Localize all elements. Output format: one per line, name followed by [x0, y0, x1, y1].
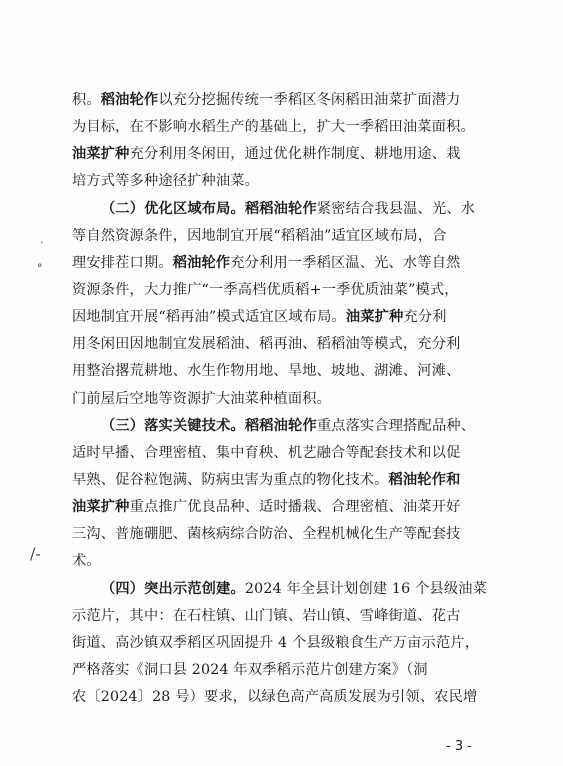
section-heading: （二）优化区域布局。 — [101, 200, 245, 217]
text-line: 积。稻油轮作以充分挖掘传统一季稻区冬闲稻田油菜扩面潜力 — [72, 92, 461, 108]
bold-term: 稻油轮作 — [100, 92, 159, 108]
text-line: 用冬闲田因地制宜发展稻油、稻再油、稻稻油等模式，充分利 — [72, 336, 461, 353]
section-heading: （三）落实关键技术。 — [101, 417, 245, 434]
margin-mark: · — [40, 236, 44, 249]
text-line: 门前屋后空地等资源扩大油菜种植面积。 — [72, 390, 331, 407]
text-line: 油菜扩种充分利用冬闲田，通过优化耕作制度、耕地用途、栽 — [72, 146, 461, 163]
bold-term: 稻油轮作 — [172, 254, 231, 271]
text-line: 街道、高沙镇双季稻区巩固提升 4 个县级粮食生产万亩示范片， — [72, 634, 480, 651]
margin-mark: ° — [37, 262, 43, 275]
bold-term: 稻稻油轮作 — [244, 417, 317, 434]
bold-term: 油菜扩种 — [345, 309, 404, 326]
text-line: 三沟、普施硼肥、菌核病综合防治、全程机械化生产等配套技 — [72, 526, 461, 543]
bold-term: 稻油轮作和 — [388, 471, 461, 488]
text-line: 为目标，在不影响水稻生产的基础上，扩大一季稻田油菜面积。 — [72, 119, 475, 136]
text-line: 等自然资源条件，因地制宜开展“稻稻油”适宜区域布局，合 — [72, 227, 447, 244]
section-heading: （四）突出示范创建。 — [101, 580, 245, 597]
section-heading-line: （三）落实关键技术。稻稻油轮作重点落实合理搭配品种、 — [101, 417, 476, 434]
section-heading-line: （二）优化区域布局。稻稻油轮作紧密结合我县温、光、水 — [101, 200, 476, 217]
text-line: 早熟、促谷粒饱满、防病虫害为重点的物化技术。稻油轮作和 — [72, 471, 461, 488]
text-line: 严格落实《洞口县 2024 年双季稻示范片创建方案》（洞 — [72, 661, 428, 678]
text-line: 油菜扩种重点推广优良品种、适时播栽、合理密植、油菜开好 — [72, 499, 461, 516]
margin-mark: /- — [30, 544, 41, 563]
text-line: 示范片，其中：在石柱镇、山门镇、岩山镇、雪峰街道、花古 — [72, 607, 461, 624]
text-line: 培方式等多种途径扩种油菜。 — [72, 173, 260, 190]
text-line: 因地制宜开展“稻再油”模式适宜区域布局。油菜扩种充分利 — [72, 309, 447, 326]
text-line: 理安排茬口期。稻油轮作充分利用一季稻区温、光、水等自然 — [72, 254, 461, 271]
bold-term: 油菜扩种 — [72, 499, 130, 516]
text-line: 术。 — [72, 553, 101, 570]
text-line: 农〔2024〕28 号）要求，以绿色高产高质发展为引领、农民增 — [72, 689, 478, 706]
text-line: 资源条件，大力推广“一季高档优质稻+一季优质油菜”模式， — [72, 281, 459, 298]
bold-term: 油菜扩种 — [72, 146, 130, 163]
section-heading-line: （四）突出示范创建。2024 年全县计划创建 16 个县级油菜 — [101, 580, 488, 597]
bold-term: 稻稻油轮作 — [244, 200, 317, 217]
body-text — [72, 87, 500, 711]
page-number: - 3 - — [446, 739, 472, 754]
text-line: 用整治撂荒耕地、水生作物用地、旱地、坡地、湖滩、河滩、 — [72, 363, 461, 380]
text-line: 适时早播、合理密植、集中育秧、机艺融合等配套技术和以促 — [72, 444, 461, 461]
